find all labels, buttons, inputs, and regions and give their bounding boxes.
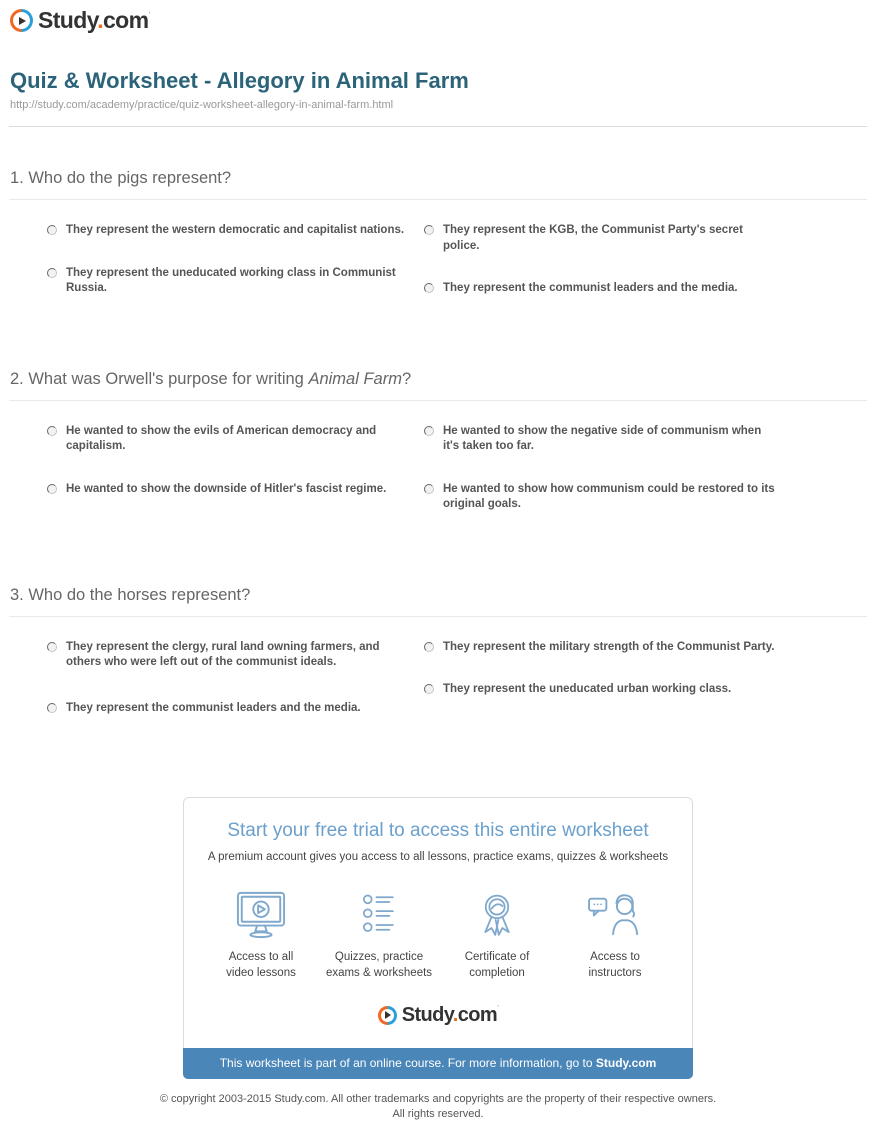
answer-label[interactable]: They represent the western democratic and capitalist nations. bbox=[66, 224, 405, 236]
question-3 bbox=[9, 581, 867, 748]
answer-label[interactable]: They represent the uneducated urban working class. bbox=[443, 683, 732, 695]
radio-button[interactable] bbox=[424, 225, 434, 235]
options-left-column bbox=[47, 424, 424, 540]
studycom-link[interactable]: Study.com bbox=[595, 1055, 657, 1070]
logo-text: Study.com’ bbox=[401, 1004, 499, 1026]
page-url: http://study.com/academy/practice/quiz-worksheet-allegory-in-animal-farm.html bbox=[10, 99, 394, 111]
play-button-icon bbox=[378, 1006, 397, 1025]
answer-option[interactable] bbox=[424, 281, 867, 297]
feature-label: Access to instructors bbox=[588, 951, 642, 979]
play-button-icon bbox=[10, 9, 33, 32]
answer-option[interactable] bbox=[424, 640, 867, 656]
radio-button[interactable] bbox=[47, 225, 57, 235]
feature-label: Quizzes, practice exams & worksheets bbox=[325, 951, 433, 979]
trial-subtitle: A premium account gives you access to all lessons, practice exams, quizzes & worksheets bbox=[207, 851, 669, 863]
radio-button[interactable] bbox=[47, 484, 57, 494]
answer-option[interactable] bbox=[47, 223, 424, 239]
answer-label[interactable]: They represent the uneducated working class in Communist Russia. bbox=[66, 266, 396, 294]
radio-button[interactable] bbox=[47, 268, 57, 278]
options-right-column bbox=[424, 223, 867, 324]
options-right-column bbox=[424, 424, 867, 540]
answer-option[interactable] bbox=[424, 424, 867, 455]
radio-button[interactable] bbox=[47, 703, 57, 713]
question-2-heading: 2. What was Orwell's purpose for writing Animal Farm? bbox=[9, 365, 867, 401]
answer-label[interactable]: They represent the military strength of the Communist Party. bbox=[443, 640, 775, 653]
answer-option[interactable] bbox=[47, 482, 424, 498]
question-title-italic: Animal Farm bbox=[308, 369, 402, 388]
radio-button[interactable] bbox=[424, 684, 434, 694]
answer-label[interactable]: They represent the clergy, rural land owning farmers, and others who were left out of the communist ideals. bbox=[66, 640, 380, 668]
answer-label[interactable]: They represent the communist leaders and the media. bbox=[66, 701, 361, 714]
trial-title: Start your free trial to access this entire worksheet bbox=[227, 820, 649, 841]
answer-label[interactable]: They represent the communist leaders and the media. bbox=[443, 282, 738, 294]
answer-option[interactable] bbox=[424, 223, 867, 254]
radio-button[interactable] bbox=[424, 484, 434, 494]
question-2 bbox=[9, 365, 867, 544]
question-2-options bbox=[9, 401, 867, 544]
question-1 bbox=[9, 164, 867, 328]
feature-list bbox=[202, 888, 674, 981]
logo-text: Study.com’ bbox=[38, 7, 150, 33]
options-left-column bbox=[47, 640, 424, 744]
answer-label[interactable]: He wanted to show the negative side of communism when it's taken too far. bbox=[443, 424, 762, 452]
radio-button[interactable] bbox=[424, 642, 434, 652]
radio-button[interactable] bbox=[47, 426, 57, 436]
feature-label: Access to all video lessons bbox=[226, 951, 296, 979]
answer-label[interactable]: He wanted to show how communism could be restored to its original goals. bbox=[443, 482, 775, 510]
trial-card-body bbox=[183, 797, 693, 1048]
answer-option[interactable] bbox=[47, 424, 424, 455]
feature-certificate bbox=[438, 888, 556, 981]
course-info-bar: This worksheet is part of an online course. For more information, go to Study.com bbox=[183, 1048, 693, 1079]
radio-button[interactable] bbox=[424, 426, 434, 436]
card-logo-area bbox=[202, 1005, 674, 1030]
feature-video-lessons bbox=[202, 888, 320, 981]
answer-label[interactable]: They represent the KGB, the Communist Party's secret police. bbox=[443, 224, 743, 252]
radio-button[interactable] bbox=[47, 642, 57, 652]
studycom-logo[interactable] bbox=[10, 9, 150, 32]
question-3-options bbox=[9, 617, 867, 748]
answer-option[interactable] bbox=[424, 482, 867, 513]
free-trial-card bbox=[183, 797, 693, 1079]
feature-instructors bbox=[556, 888, 674, 981]
options-left-column bbox=[47, 223, 424, 324]
video-monitor-icon bbox=[202, 888, 320, 940]
options-right-column bbox=[424, 640, 867, 744]
question-1-heading: 1. Who do the pigs represent? bbox=[9, 164, 867, 200]
radio-button[interactable] bbox=[424, 283, 434, 293]
answer-option[interactable] bbox=[47, 640, 424, 671]
studycom-logo[interactable] bbox=[378, 1005, 499, 1025]
site-header bbox=[9, 0, 867, 37]
feature-quizzes bbox=[320, 888, 438, 981]
instructor-icon bbox=[556, 888, 674, 940]
feature-label: Certificate of completion bbox=[464, 951, 530, 979]
answer-label[interactable]: He wanted to show the downside of Hitler's fascist regime. bbox=[66, 482, 387, 495]
answer-option[interactable] bbox=[47, 701, 424, 717]
question-1-options bbox=[9, 200, 867, 328]
answer-option[interactable] bbox=[47, 266, 424, 297]
question-3-heading: 3. Who do the horses represent? bbox=[9, 581, 867, 617]
page-title: Quiz & Worksheet - Allegory in Animal Farm bbox=[10, 68, 469, 93]
answer-label[interactable]: He wanted to show the evils of American democracy and capitalism. bbox=[66, 424, 377, 452]
answer-option[interactable] bbox=[424, 682, 867, 698]
trademark-mark: ’ bbox=[148, 11, 150, 20]
quiz-list-icon bbox=[320, 888, 438, 940]
divider bbox=[9, 126, 867, 127]
certificate-icon bbox=[438, 888, 556, 940]
copyright-notice: © copyright 2003-2015 Study.com. All other trademarks and copyrights are the property of their respective owners. All rights reserved. bbox=[159, 1092, 717, 1120]
trademark-mark: ’ bbox=[497, 1004, 499, 1013]
